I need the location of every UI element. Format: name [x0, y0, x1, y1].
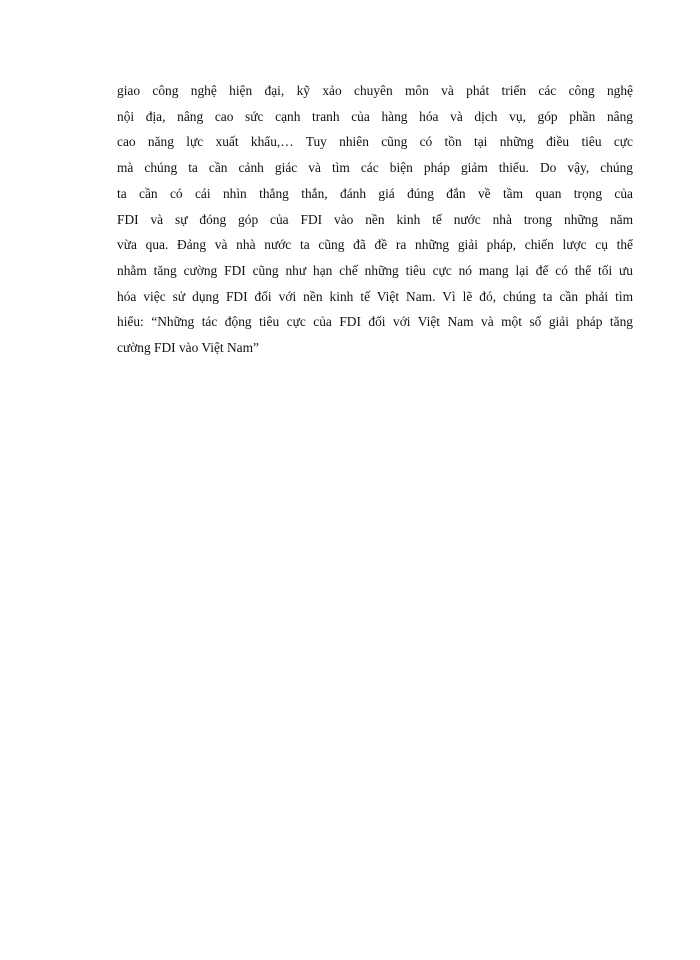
paragraph-line: hiểu: “Những tác động tiêu cực của FDI đối với Việt Nam và một số giải pháp tăng: [117, 314, 633, 330]
paragraph-line: nội địa, nâng cao sức cạnh tranh của hàng hóa và dịch vụ, góp phần nâng: [117, 108, 633, 124]
paragraph-line: cao năng lực xuất khẩu,… Tuy nhiên cũng có tồn tại những điều tiêu cực: [117, 134, 633, 150]
body-paragraph: [117, 78, 633, 361]
paragraph-line: giao công nghệ hiện đại, kỹ xảo chuyên môn và phát triển các công nghệ: [117, 83, 633, 98]
paragraph-line: vừa qua. Đảng và nhà nước ta cũng đã đề ra những giải pháp, chiến lược cụ thể: [117, 237, 633, 253]
paragraph-line: FDI và sự đóng góp của FDI vào nền kinh tế nước nhà trong những năm: [117, 211, 633, 227]
paragraph-line: hóa việc sử dụng FDI đối với nền kinh tế Việt Nam. Vì lẽ đó, chúng ta cần phải tìm: [117, 288, 633, 304]
paragraph-line: mà chúng ta cần cảnh giác và tìm các biện pháp giảm thiểu. Do vậy, chúng: [117, 160, 633, 176]
paragraph-line: ta cần có cái nhìn thẳng thắn, đánh giá đúng đắn về tầm quan trọng của: [117, 185, 633, 201]
paragraph-line: cường FDI vào Việt Nam”: [117, 340, 259, 356]
paragraph-line: nhằm tăng cường FDI cũng như hạn chế những tiêu cực nó mang lại để có thể tối ưu: [117, 262, 633, 278]
